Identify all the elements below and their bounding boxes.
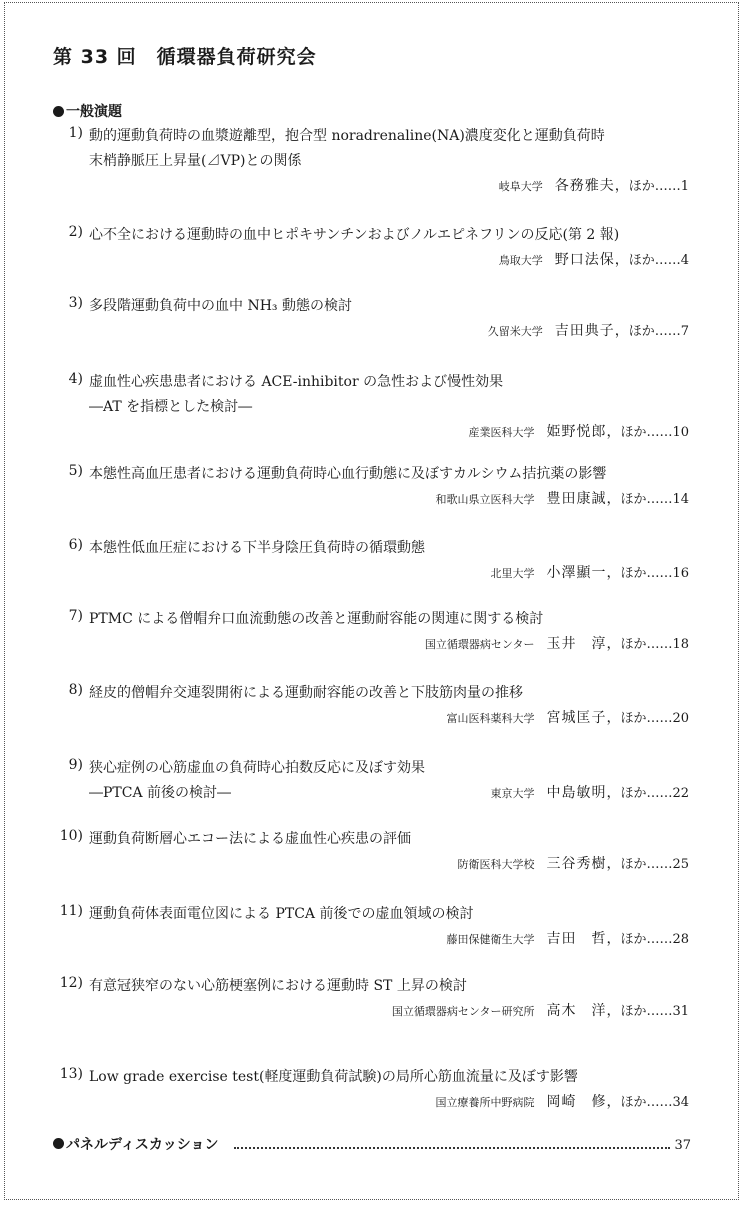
item-institution: 防衛医科大学校 xyxy=(457,858,535,871)
item-number: 13) xyxy=(59,1066,83,1082)
comma-separator: ， xyxy=(606,636,621,652)
item-author-name: 吉田 哲 xyxy=(546,931,607,947)
comma-separator: ， xyxy=(606,785,621,801)
item-title-line: 狭心症例の心筋虚血の負荷時心拍数反応に及ぼす効果 xyxy=(89,760,425,776)
panel-discussion-entry xyxy=(53,1134,691,1154)
item-author-name: 各務雅夫 xyxy=(554,178,615,194)
item-title-line: 経皮的僧帽弁交連裂開術による運動耐容能の改善と下肢筋肉量の推移 xyxy=(89,685,523,701)
item-author xyxy=(425,633,689,653)
item-number: 1) xyxy=(68,125,83,141)
item-etal-page: ほか……10 xyxy=(620,425,689,440)
item-number: 6) xyxy=(68,537,83,553)
item-number: 9) xyxy=(68,757,83,773)
item-number: 5) xyxy=(68,463,83,479)
item-title-line: 虚血性心疾患患者における ACE-inhibitor の急性および慢性効果 xyxy=(89,374,504,390)
item-author xyxy=(446,928,689,948)
item-title-line: 有意冠狭窄のない心筋梗塞例における運動時 ST 上昇の検討 xyxy=(89,978,467,994)
item-author-name: 中島敏明 xyxy=(546,785,607,801)
item-institution: 富山医科薬科大学 xyxy=(446,712,535,725)
comma-separator: ， xyxy=(614,178,629,194)
item-title-line: PTMC による僧帽弁口血流動態の改善と運動耐容能の関連に関する検討 xyxy=(89,611,544,627)
item-author-name: 三谷秀樹 xyxy=(546,856,607,872)
item-title-line: Low grade exercise test(軽度運動負荷試験)の局所心筋血流量に及ぼす影響 xyxy=(89,1069,578,1085)
item-author xyxy=(490,562,689,582)
item-institution: 国立循環器病センター研究所 xyxy=(391,1005,535,1018)
comma-separator: ， xyxy=(606,565,621,581)
item-author-name: 野口法保 xyxy=(554,252,615,268)
item-institution: 和歌山県立医科大学 xyxy=(435,493,535,506)
section-general-heading xyxy=(53,101,122,121)
item-etal-page: ほか……34 xyxy=(620,1095,689,1110)
item-institution: 産業医科大学 xyxy=(468,426,535,439)
item-institution: 東京大学 xyxy=(490,787,535,800)
item-author xyxy=(435,488,689,508)
section-general-label: 一般演題 xyxy=(66,104,122,120)
item-author-name: 姫野悦郎 xyxy=(546,424,607,440)
comma-separator: ， xyxy=(606,931,621,947)
dot-leader xyxy=(234,1146,670,1149)
item-etal-page: ほか……4 xyxy=(628,253,689,268)
item-institution: 北里大学 xyxy=(490,567,535,580)
item-author xyxy=(490,782,689,802)
item-author-name: 岡崎 修 xyxy=(546,1094,607,1110)
item-author xyxy=(468,421,689,441)
comma-separator: ， xyxy=(614,252,629,268)
comma-separator: ， xyxy=(606,424,621,440)
item-etal-page: ほか……16 xyxy=(620,566,689,581)
item-institution: 国立療養所中野病院 xyxy=(435,1096,535,1109)
item-author xyxy=(488,320,689,340)
panel-page: 37 xyxy=(674,1138,691,1153)
item-number: 11) xyxy=(59,903,83,919)
item-etal-page: ほか……1 xyxy=(628,179,689,194)
item-title-line: 心不全における運動時の血中ヒポキサンチンおよびノルエピネフリンの反応(第 2 報) xyxy=(89,227,620,243)
item-etal-page: ほか……22 xyxy=(620,786,689,801)
comma-separator: ， xyxy=(606,856,621,872)
item-author xyxy=(435,1091,689,1111)
comma-separator: ， xyxy=(614,323,629,339)
item-etal-page: ほか……7 xyxy=(628,324,689,339)
item-author-name: 宮城匡子 xyxy=(546,710,607,726)
comma-separator: ， xyxy=(606,1003,621,1019)
comma-separator: ， xyxy=(606,710,621,726)
item-institution: 藤田保健衛生大学 xyxy=(446,933,535,946)
item-author-name: 玉井 淳 xyxy=(546,636,607,652)
item-title-line: ―PTCA 前後の検討― xyxy=(89,785,232,801)
item-number: 8) xyxy=(68,682,83,698)
item-author xyxy=(392,1000,689,1020)
item-institution: 岐阜大学 xyxy=(498,180,543,193)
item-number: 4) xyxy=(68,371,83,387)
item-author xyxy=(499,175,689,195)
item-etal-page: ほか……31 xyxy=(620,1004,689,1019)
item-title-line: 末梢静脈圧上昇量(⊿VP)との関係 xyxy=(89,153,302,169)
item-title-line: 運動負荷体表面電位図による PTCA 前後での虚血領域の検討 xyxy=(89,906,474,922)
page-title: 第 33 回 循環器負荷研究会 xyxy=(53,46,317,68)
item-etal-page: ほか……28 xyxy=(620,932,689,947)
item-title-line: 運動負荷断層心エコー法による虚血性心疾患の評価 xyxy=(89,831,411,847)
item-author xyxy=(499,249,689,269)
item-title-line: 本態性低血圧症における下半身陰圧負荷時の循環動態 xyxy=(89,540,425,556)
item-author-name: 小澤顯一 xyxy=(546,565,607,581)
item-etal-page: ほか……20 xyxy=(620,711,689,726)
item-etal-page: ほか……14 xyxy=(620,492,689,507)
item-title-line: ―AT を指標とした検討― xyxy=(89,399,253,415)
panel-label: パネルディスカッション xyxy=(66,1137,219,1153)
item-number: 10) xyxy=(59,828,83,844)
comma-separator: ， xyxy=(606,491,621,507)
item-title-line: 本態性高血圧患者における運動負荷時心血行動態に及ぼすカルシウム拮抗薬の影響 xyxy=(89,466,607,482)
item-number: 3) xyxy=(68,295,83,311)
item-author-name: 吉田典子 xyxy=(554,323,615,339)
bullet-icon xyxy=(53,106,64,117)
item-etal-page: ほか……18 xyxy=(620,637,689,652)
item-etal-page: ほか……25 xyxy=(620,857,689,872)
item-number: 7) xyxy=(68,608,83,624)
bullet-icon xyxy=(53,1138,64,1149)
item-author-name: 豊田康誠 xyxy=(546,491,607,507)
item-institution: 国立循環器病センター xyxy=(424,638,535,651)
item-title-line: 動的運動負荷時の血漿遊離型，抱合型 noradrenaline(NA)濃度変化と運動負荷時 xyxy=(89,128,605,144)
item-author xyxy=(446,707,689,727)
item-institution: 久留米大学 xyxy=(487,325,543,338)
item-author-name: 高木 洋 xyxy=(546,1003,607,1019)
item-title-line: 多段階運動負荷中の血中 NH₃ 動態の検討 xyxy=(89,298,352,314)
item-number: 2) xyxy=(68,224,83,240)
item-institution: 鳥取大学 xyxy=(498,254,543,267)
comma-separator: ， xyxy=(606,1094,621,1110)
item-number: 12) xyxy=(59,975,83,991)
item-author xyxy=(457,853,689,873)
